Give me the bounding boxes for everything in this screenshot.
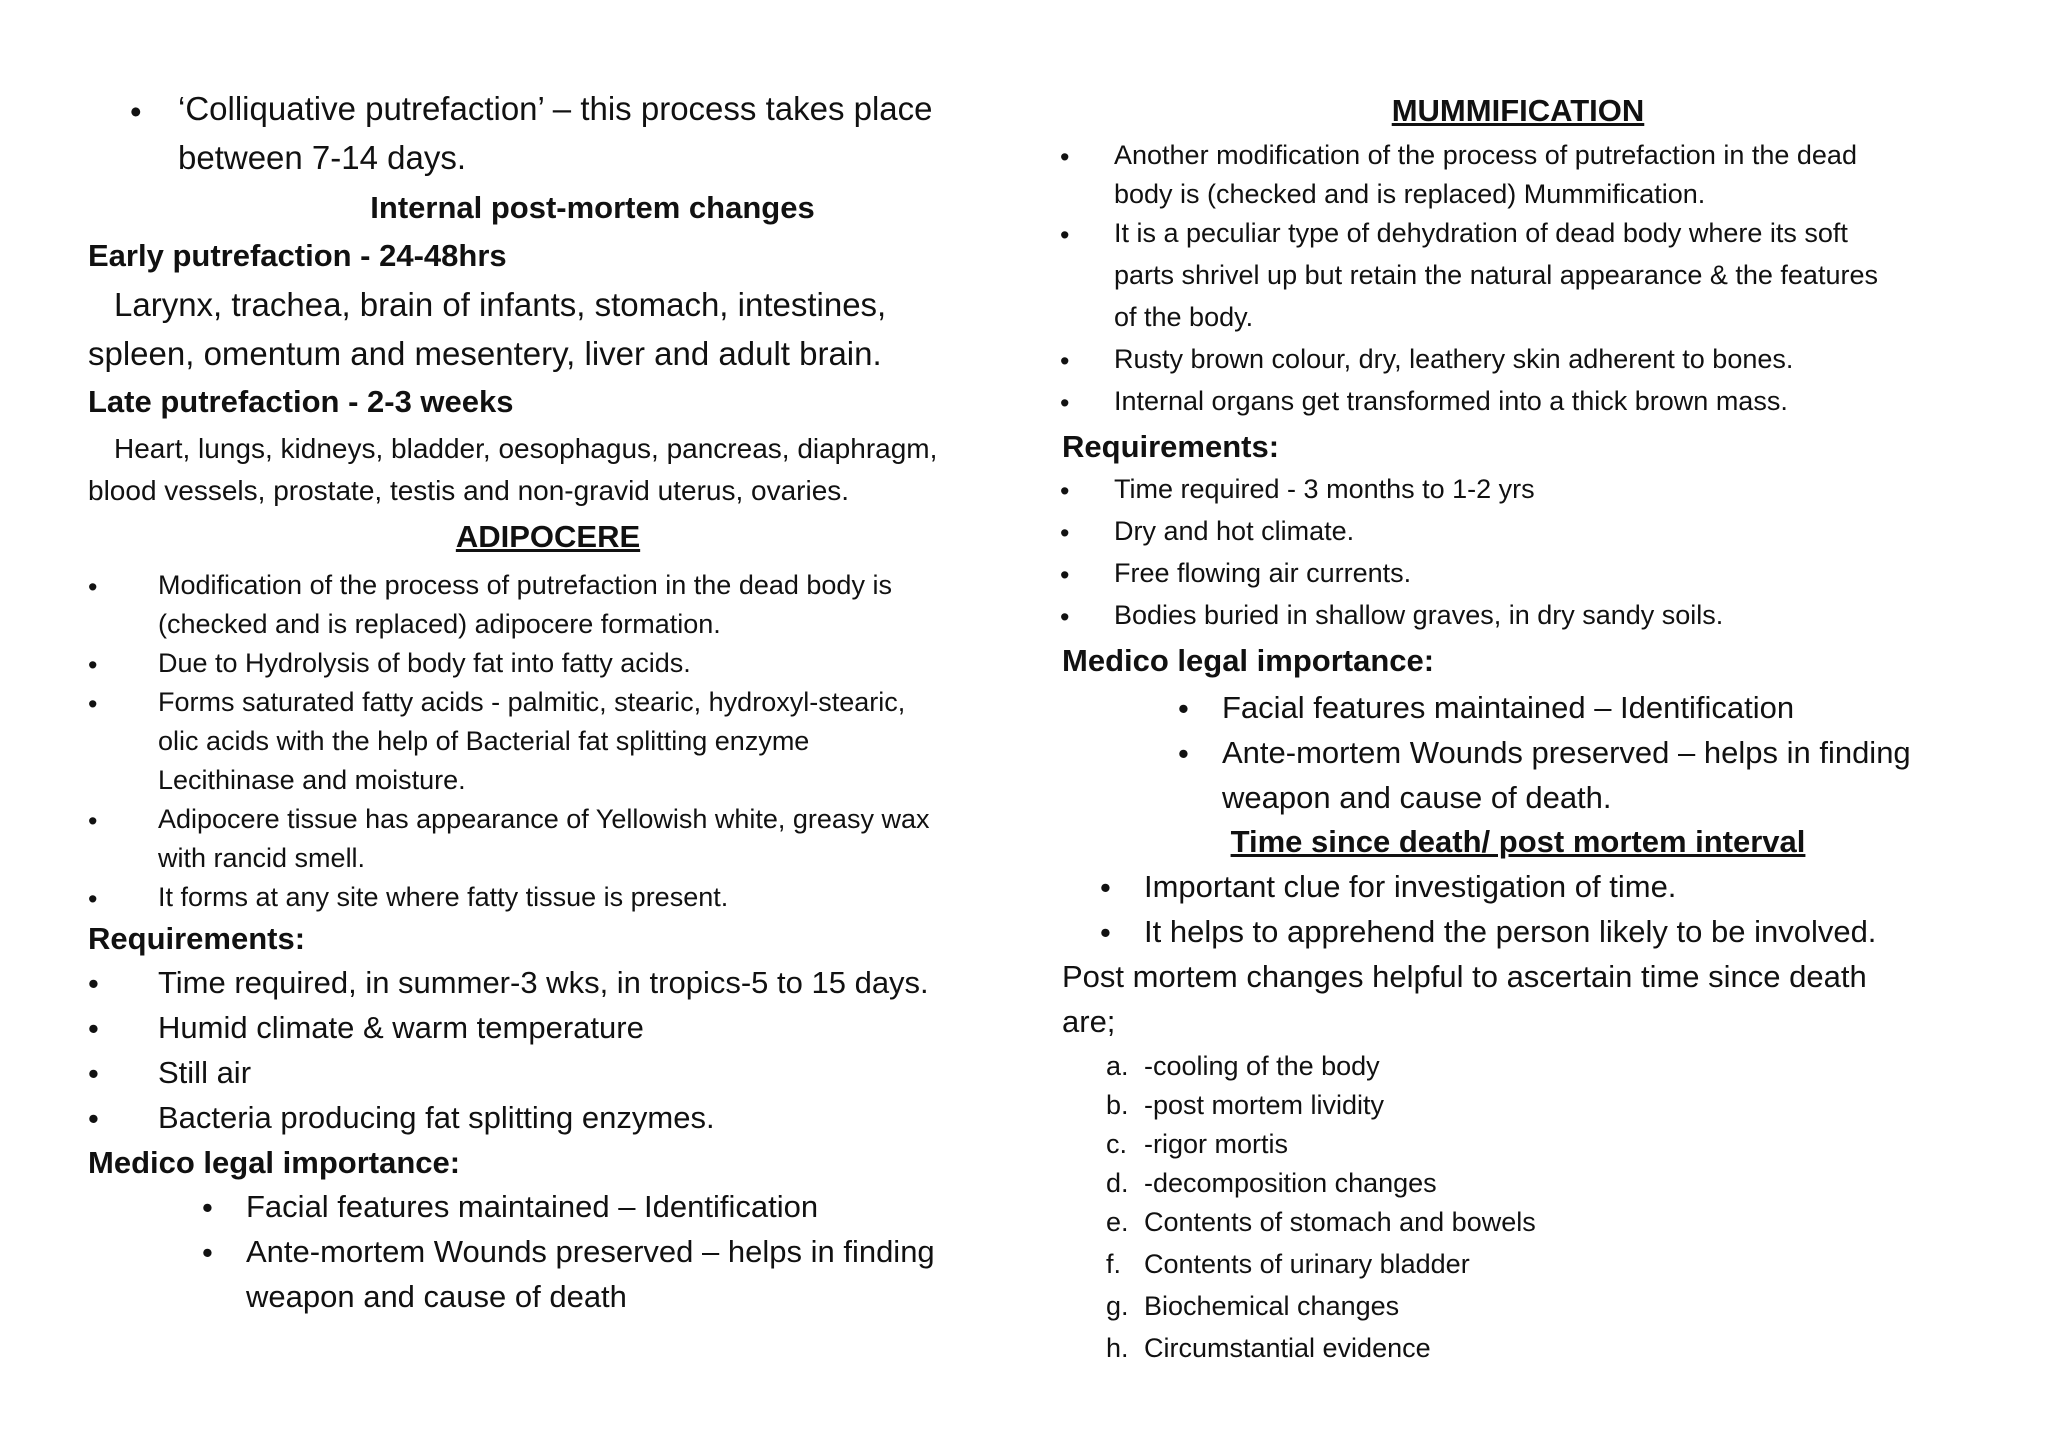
- bullet-dot: •: [202, 1190, 213, 1225]
- list-item: Biochemical changes: [1144, 1291, 1400, 1321]
- adipocere-bullet-4-line-2: with rancid smell.: [158, 843, 366, 873]
- adipocere-medico-2-line-2: weapon and cause of death: [246, 1279, 627, 1314]
- adipocere-medico-1: Facial features maintained – Identification: [246, 1189, 819, 1224]
- list-marker: f.: [1106, 1249, 1122, 1279]
- list-marker: b.: [1106, 1090, 1129, 1120]
- mummification-bullet-3-line-1: Rusty brown colour, dry, leathery skin adherent to bones.: [1114, 344, 1794, 374]
- bullet-dot: •: [88, 1056, 99, 1091]
- adipocere-requirements-heading: Requirements:: [88, 921, 306, 956]
- mummification-medico-2-line-2: weapon and cause of death.: [1222, 780, 1612, 815]
- bullet-dot: •: [1060, 602, 1070, 632]
- mummification-requirement-3: Free flowing air currents.: [1114, 558, 1412, 588]
- bullet-dot: •: [1060, 220, 1070, 250]
- list-item: Contents of urinary bladder: [1144, 1249, 1470, 1279]
- bullet-dot: •: [88, 806, 98, 836]
- bullet-dot: •: [1060, 346, 1070, 376]
- adipocere-bullet-1-line-1: Modification of the process of putrefaction in the dead body is: [158, 570, 892, 600]
- early-putrefaction-heading: Early putrefaction - 24-48hrs: [88, 238, 507, 273]
- list-marker: g.: [1106, 1291, 1129, 1321]
- bullet-dot: •: [1060, 388, 1070, 418]
- bullet-dot: •: [88, 572, 98, 602]
- time-since-death-bullet-2: It helps to apprehend the person likely to be involved.: [1144, 914, 1877, 949]
- bullet-dot: •: [1100, 870, 1111, 905]
- bullet-dot: •: [202, 1235, 213, 1270]
- adipocere-bullet-3-line-2: olic acids with the help of Bacterial fat splitting enzyme: [158, 726, 810, 756]
- mummification-bullet-1-line-1: Another modification of the process of putrefaction in the dead: [1114, 140, 1857, 170]
- bullet-dot: •: [88, 1101, 99, 1136]
- bullet-dot: •: [130, 93, 142, 130]
- time-since-death-bullet-1: Important clue for investigation of time.: [1144, 869, 1677, 904]
- colliquative-line-2: between 7-14 days.: [178, 139, 467, 176]
- adipocere-bullet-5-line-1: It forms at any site where fatty tissue is present.: [158, 882, 729, 912]
- mummification-requirement-2: Dry and hot climate.: [1114, 516, 1355, 546]
- mummification-requirement-1: Time required - 3 months to 1-2 yrs: [1114, 474, 1535, 504]
- adipocere-bullet-3-line-1: Forms saturated fatty acids - palmitic, stearic, hydroxyl-stearic,: [158, 687, 906, 717]
- bullet-dot: •: [1178, 736, 1189, 771]
- adipocere-medico-legal-heading: Medico legal importance:: [88, 1145, 461, 1180]
- mummification-bullet-2-line-2: parts shrivel up but retain the natural appearance & the features: [1114, 260, 1878, 290]
- bullet-dot: •: [1100, 915, 1111, 950]
- bullet-dot: •: [88, 884, 98, 914]
- mummification-bullet-4-line-1: Internal organs get transformed into a thick brown mass.: [1114, 386, 1788, 416]
- bullet-dot: •: [88, 689, 98, 719]
- list-item: -rigor mortis: [1144, 1129, 1289, 1159]
- adipocere-heading: ADIPOCERE: [455, 519, 641, 554]
- list-marker: c.: [1106, 1129, 1128, 1159]
- list-marker: h.: [1106, 1333, 1129, 1363]
- adipocere-requirement-1: Time required, in summer-3 wks, in tropics-5 to 15 days.: [158, 965, 929, 1000]
- early-putrefaction-line-2: spleen, omentum and mesentery, liver and adult brain.: [88, 335, 882, 372]
- list-item: -post mortem lividity: [1144, 1090, 1385, 1120]
- list-marker: e.: [1106, 1207, 1129, 1237]
- bullet-dot: •: [88, 650, 98, 680]
- adipocere-bullet-4-line-1: Adipocere tissue has appearance of Yellowish white, greasy wax: [158, 804, 930, 834]
- list-item: -decomposition changes: [1144, 1168, 1437, 1198]
- bullet-dot: •: [1178, 691, 1189, 726]
- list-marker: d.: [1106, 1168, 1129, 1198]
- list-item: Contents of stomach and bowels: [1144, 1207, 1536, 1237]
- adipocere-requirement-3: Still air: [158, 1055, 252, 1090]
- list-item: Circumstantial evidence: [1144, 1333, 1431, 1363]
- mummification-heading: MUMMIFICATION: [1391, 93, 1645, 128]
- adipocere-bullet-1-line-2: (checked and is replaced) adipocere formation.: [158, 609, 721, 639]
- mummification-medico-2-line-1: Ante-mortem Wounds preserved – helps in finding: [1222, 735, 1911, 770]
- time-since-death-heading: Time since death/ post mortem interval: [1230, 824, 1806, 859]
- adipocere-bullet-2-line-1: Due to Hydrolysis of body fat into fatty acids.: [158, 648, 691, 678]
- mummification-bullet-2-line-3: of the body.: [1114, 302, 1254, 332]
- bullet-dot: •: [88, 966, 99, 1001]
- colliquative-line-1: ‘Colliquative putrefaction’ – this process takes place: [178, 90, 933, 127]
- late-putrefaction-line-2: blood vessels, prostate, testis and non-gravid uterus, ovaries.: [88, 475, 850, 506]
- bullet-dot: •: [88, 1011, 99, 1046]
- bullet-dot: •: [1060, 560, 1070, 590]
- post-mortem-intro-line-2: are;: [1062, 1004, 1116, 1039]
- mummification-requirement-4: Bodies buried in shallow graves, in dry sandy soils.: [1114, 600, 1724, 630]
- bullet-dot: •: [1060, 518, 1070, 548]
- adipocere-bullet-3-line-3: Lecithinase and moisture.: [158, 765, 466, 795]
- mummification-requirements-heading: Requirements:: [1062, 429, 1280, 464]
- adipocere-requirement-2: Humid climate & warm temperature: [158, 1010, 644, 1045]
- adipocere-medico-2-line-1: Ante-mortem Wounds preserved – helps in finding: [246, 1234, 935, 1269]
- early-putrefaction-line-1: Larynx, trachea, brain of infants, stomach, intestines,: [114, 286, 887, 323]
- late-putrefaction-heading: Late putrefaction - 2-3 weeks: [88, 384, 514, 419]
- post-mortem-intro-line-1: Post mortem changes helpful to ascertain time since death: [1062, 959, 1867, 994]
- late-putrefaction-line-1: Heart, lungs, kidneys, bladder, oesophagus, pancreas, diaphragm,: [114, 433, 938, 464]
- internal-changes-heading: Internal post-mortem changes: [370, 190, 815, 225]
- mummification-medico-1: Facial features maintained – Identification: [1222, 690, 1795, 725]
- mummification-bullet-2-line-1: It is a peculiar type of dehydration of dead body where its soft: [1114, 218, 1848, 248]
- list-marker: a.: [1106, 1051, 1129, 1081]
- mummification-bullet-1-line-2: body is (checked and is replaced) Mummification.: [1114, 179, 1706, 209]
- mummification-medico-legal-heading: Medico legal importance:: [1062, 643, 1435, 678]
- list-item: -cooling of the body: [1144, 1051, 1380, 1081]
- adipocere-requirement-4: Bacteria producing fat splitting enzymes.: [158, 1100, 715, 1135]
- bullet-dot: •: [1060, 142, 1070, 172]
- bullet-dot: •: [1060, 476, 1070, 506]
